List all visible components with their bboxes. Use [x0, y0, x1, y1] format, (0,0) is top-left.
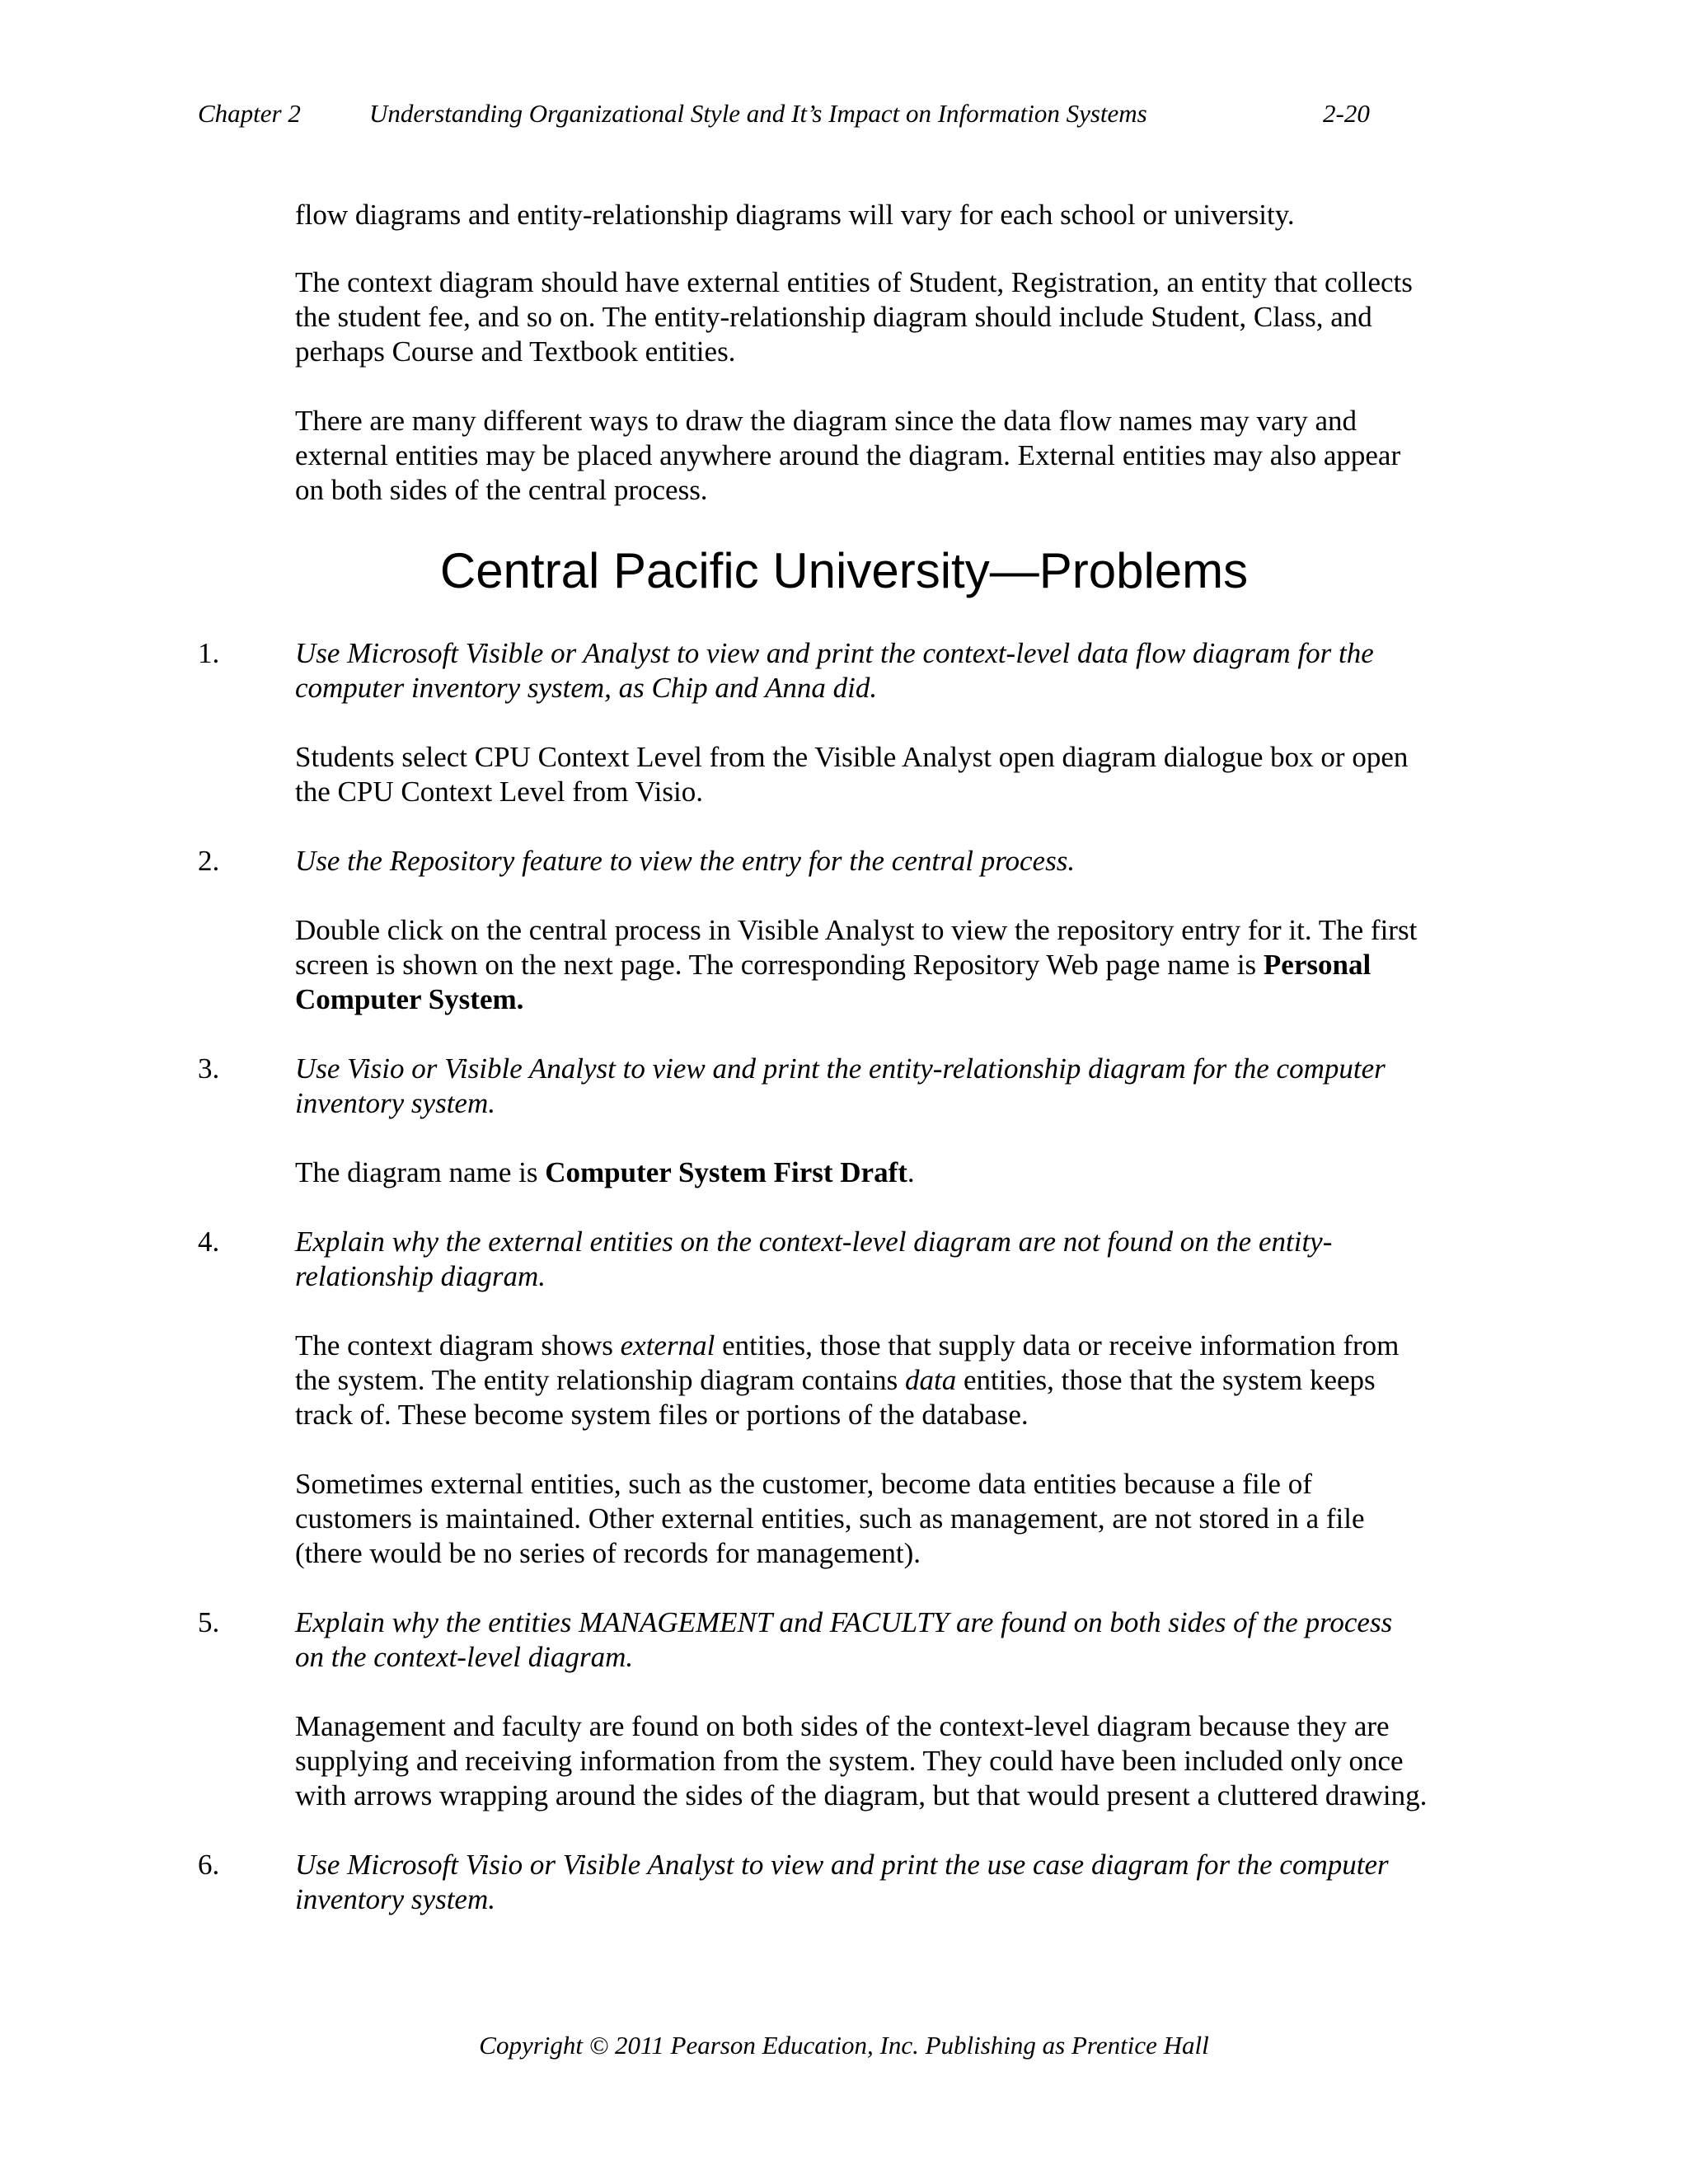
- question-line: computer inventory system, as Chip and Anna did.: [295, 672, 878, 704]
- answer-text: The diagram name is: [295, 1156, 546, 1188]
- problem-item-5: [0, 1605, 1688, 1813]
- intro-paragraph-1: [295, 198, 1490, 232]
- answer-text: The context diagram shows: [295, 1329, 621, 1361]
- problem-question: [295, 844, 1490, 879]
- answer-line: Double click on the central process in Visible Analyst to view the repository entry for it. The first: [295, 914, 1418, 946]
- intro-p2-line: The context diagram should have external entities of Student, Registration, an entity that collects: [295, 266, 1413, 298]
- answer-line: Management and faculty are found on both sides of the context-level diagram because they are: [295, 1710, 1390, 1742]
- intro-p2-line: the student fee, and so on. The entity-relationship diagram should include Student, Class, and: [295, 301, 1372, 333]
- question-line: Explain why the external entities on the context-level diagram are not found on the entity-: [295, 1226, 1333, 1258]
- problem-answer: [295, 1467, 1490, 1571]
- problem-question: [295, 1052, 1490, 1121]
- question-line: Explain why the entities MANAGEMENT and FACULTY are found on both sides of the process: [295, 1606, 1393, 1638]
- intro-p1-text: flow diagrams and entity-relationship diagrams will vary for each school or university.: [295, 199, 1295, 231]
- problem-item-3: [0, 1052, 1688, 1190]
- problem-number: 6.: [198, 1849, 220, 1881]
- question-line: inventory system.: [295, 1087, 495, 1119]
- header-title: Understanding Organizational Style and It’s Impact on Information Systems: [369, 99, 1147, 128]
- question-line: Use Microsoft Visible or Analyst to view and print the context-level data flow diagram for the: [295, 637, 1374, 669]
- copyright-footer: Copyright © 2011 Pearson Education, Inc. Publishing as Prentice Hall: [479, 2031, 1209, 2060]
- answer-line: with arrows wrapping around the sides of the diagram, but that would present a cluttered drawing.: [295, 1779, 1428, 1811]
- page-content: [0, 198, 1688, 1952]
- intro-p3-line: on both sides of the central process.: [295, 474, 708, 506]
- answer-bold-text: Computer System.: [295, 983, 524, 1015]
- intro-paragraph-2: [295, 265, 1490, 369]
- problem-number: 5.: [198, 1606, 220, 1638]
- answer-italic-text: data: [905, 1364, 957, 1396]
- answer-bold-text: Personal: [1263, 949, 1372, 981]
- answer-line: track of. These become system files or portions of the database.: [295, 1399, 1029, 1431]
- question-line: relationship diagram.: [295, 1260, 546, 1292]
- problem-number: 3.: [198, 1052, 220, 1085]
- answer-italic-text: external: [620, 1329, 715, 1361]
- answer-line: screen is shown on the next page. The corresponding Repository Web page name is: [295, 949, 1264, 981]
- answer-line: Students select CPU Context Level from the Visible Analyst open diagram dialogue box or open: [295, 741, 1409, 773]
- question-line: Use Visio or Visible Analyst to view and print the entity-relationship diagram for the computer: [295, 1052, 1386, 1085]
- intro-paragraph-3: [295, 404, 1490, 508]
- problem-answer: [295, 1329, 1490, 1432]
- problem-answer: [295, 1709, 1490, 1813]
- problem-item-4: [0, 1225, 1688, 1571]
- answer-line: supplying and receiving information from the system. They could have been included only once: [295, 1745, 1404, 1777]
- answer-line: Sometimes external entities, such as the customer, become data entities because a file of: [295, 1468, 1312, 1500]
- section-heading: [0, 542, 1688, 600]
- intro-p2-line: perhaps Course and Textbook entities.: [295, 335, 736, 368]
- problem-item-2: [0, 844, 1688, 1017]
- problem-answer: [295, 740, 1490, 809]
- answer-text: .: [907, 1156, 915, 1188]
- question-line: inventory system.: [295, 1883, 495, 1915]
- problem-number: 2.: [198, 845, 220, 877]
- intro-p3-line: external entities may be placed anywhere around the diagram. External entities may also appear: [295, 439, 1401, 471]
- answer-text: the system. The entity relationship diagram contains: [295, 1364, 906, 1396]
- problem-question: [295, 1848, 1490, 1917]
- problem-number: 4.: [198, 1226, 220, 1258]
- answer-bold-text: Computer System First Draft: [545, 1156, 907, 1188]
- problem-question: [295, 1605, 1490, 1675]
- answer-line: customers is maintained. Other external entities, such as management, are not stored in a file: [295, 1502, 1365, 1535]
- answer-text: entities, those that the system keeps: [956, 1364, 1376, 1396]
- problem-question: [295, 636, 1490, 705]
- problem-number: 1.: [198, 637, 220, 669]
- answer-text: entities, those that supply data or receive information from: [715, 1329, 1400, 1361]
- question-line: on the context-level diagram.: [295, 1641, 634, 1673]
- problem-answer: [295, 1155, 1490, 1190]
- header-chapter: Chapter 2: [198, 99, 301, 128]
- section-heading-text: Central Pacific University—Problems: [439, 543, 1249, 598]
- answer-line: (there would be no series of records for management).: [295, 1537, 921, 1569]
- problem-item-6: [0, 1848, 1688, 1917]
- header-page-number: 2-20: [1323, 99, 1370, 128]
- question-line: Use Microsoft Visio or Visible Analyst to view and print the use case diagram for the computer: [295, 1849, 1389, 1881]
- problem-item-1: [0, 636, 1688, 809]
- problem-answer: [295, 913, 1490, 1017]
- answer-line: the CPU Context Level from Visio.: [295, 776, 703, 808]
- intro-p3-line: There are many different ways to draw the diagram since the data flow names may vary and: [295, 405, 1357, 437]
- question-line: Use the Repository feature to view the entry for the central process.: [295, 845, 1076, 877]
- problem-question: [295, 1225, 1490, 1294]
